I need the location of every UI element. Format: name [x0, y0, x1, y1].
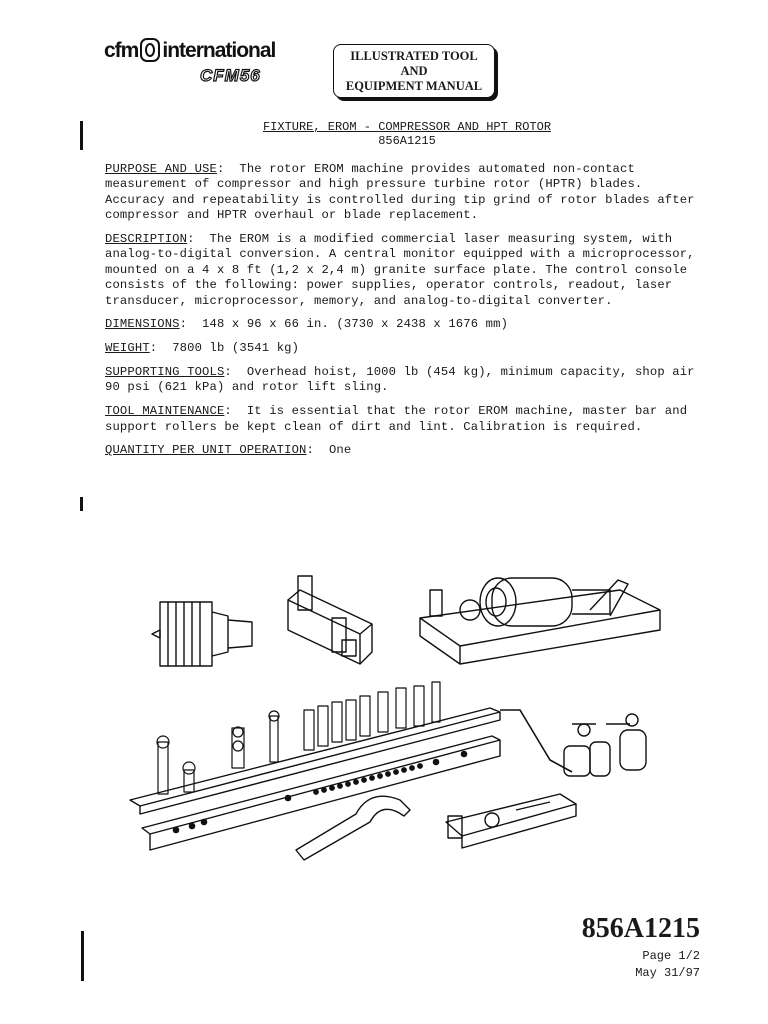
rail-fixture-drawing: [446, 794, 576, 848]
section-tool-maintenance: TOOL MAINTENANCE: It is essential that the rotor EROM machine, master bar and support rollers be kept clean of dirt and lint. Calibration is required.: [105, 404, 688, 434]
cfm-logo: [104, 36, 304, 86]
sling-adapters-drawing: [564, 714, 646, 776]
section-weight: WEIGHT: 7800 lb (3541 kg): [105, 341, 300, 356]
section-label: PURPOSE AND USE: [105, 162, 217, 176]
equipment-illustration: [120, 560, 680, 870]
logo-cfm56: CFM56: [200, 66, 261, 85]
manual-title-line-3: EQUIPMENT MANUAL: [345, 78, 483, 93]
section-dimensions: DIMENSIONS: 148 x 96 x 66 in. (3730 x 2438 x 1676 mm): [105, 317, 509, 332]
section-purpose: PURPOSE AND USE: The rotor EROM machine provides automated non-contact measurement of compressor and high pressure turbine rotor (HPTR) blades. Accuracy and repeatability is controlled during tip grind of rotor blades after compressor and HPTR overhaul or blade replacement.: [105, 162, 695, 223]
title-line-2: 856A1215: [378, 134, 436, 148]
section-text: One: [328, 443, 352, 458]
section-text: The EROM is a modified commercial laser measuring system, with analog-to-digital conversion. A central monitor equipped with a microprocessor, mounted on a 4 x 8 ft (1,2 x 2,4 m) granite surface plate. The control console consists of the following: power supplies, operator controls, readout, laser transducer, microprocessor, memory, and analog-to-digital converter.: [105, 232, 695, 308]
logo-wordmark: cfm international: [104, 39, 276, 62]
document-body: [105, 162, 705, 467]
section-quantity: QUANTITY PER UNIT OPERATION: One: [105, 443, 352, 458]
section-label: WEIGHT: [105, 341, 150, 356]
section-label: DIMENSIONS: [105, 317, 180, 332]
change-bar-3: [81, 931, 84, 981]
section-label: SUPPORTING TOOLS: [105, 365, 225, 380]
master-bar-drawing: [130, 682, 572, 814]
manual-title-line-1: ILLUSTRATED TOOL: [350, 48, 478, 63]
footer-page: Page 1/2: [642, 949, 700, 963]
laser-console-drawing: [420, 578, 660, 664]
section-description: DESCRIPTION: The EROM is a modified commercial laser measuring system, with analog-to-digital conversion. A central monitor equipped with a microprocessor, mounted on a 4 x 8 ft (1,2 x 2,4 m) granite surface plate. The control console consists of the following: power supplies, operator controls, readout, laser transducer, microprocessor, memory, and analog-to-digital converter.: [105, 232, 695, 308]
footer-date: May 31/97: [635, 966, 700, 980]
section-text: 148 x 96 x 66 in. (3730 x 2438 x 1676 mm): [202, 317, 509, 332]
manual-title-line-2: AND: [400, 63, 428, 78]
roller-stand-drawing: [288, 576, 372, 664]
section-text: 7800 lb (3541 kg): [172, 341, 300, 356]
document-title: [0, 120, 768, 148]
hole-bar-drawing: [142, 736, 500, 850]
section-supporting-tools: SUPPORTING TOOLS: Overhead hoist, 1000 lb (454 kg), minimum capacity, shop air 90 psi (621 kPa) and rotor lift sling.: [105, 365, 695, 395]
logo-ring-icon: [140, 38, 160, 62]
section-label: TOOL MAINTENANCE: [105, 404, 225, 419]
section-label: QUANTITY PER UNIT OPERATION: [105, 443, 307, 458]
footer-part-number: 856A1215: [581, 913, 700, 944]
section-label: DESCRIPTION: [105, 232, 188, 247]
section-text: The rotor EROM machine provides automated non-contact measurement of compressor and high pressure turbine rotor (HPTR) blades. Accuracy and repeatability is controlled during tip grind of rotor blades after compressor and HPTR overhaul or blade replacement.: [105, 162, 695, 223]
title-line-1: FIXTURE, EROM - COMPRESSOR AND HPT ROTOR: [262, 120, 552, 134]
change-bar-2: [80, 497, 83, 511]
section-text: Overhead hoist, 1000 lb (454 kg), minimum capacity, shop air 90 psi (621 kPa) and rotor lift sling.: [105, 365, 695, 395]
section-text: It is essential that the rotor EROM machine, master bar and support rollers be kept clean of dirt and lint. Calibration is required.: [105, 404, 688, 434]
rotor-assembly-drawing: [152, 602, 252, 666]
manual-title-box: [333, 44, 495, 98]
